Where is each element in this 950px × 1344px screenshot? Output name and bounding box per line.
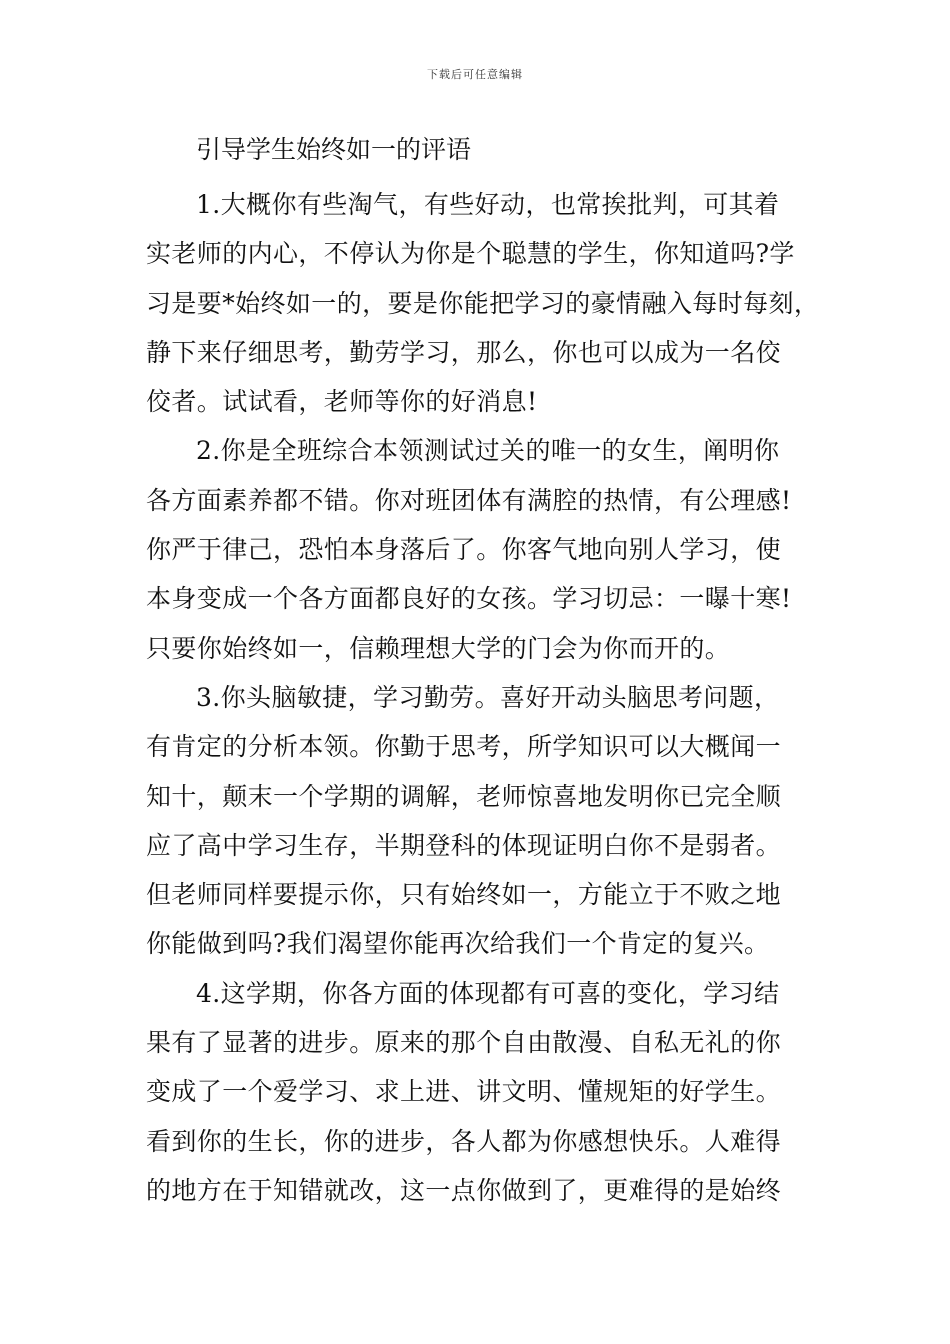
body-line: 变成了一个爱学习、求上进、讲文明、懂规矩的好学生。 [146,1077,782,1107]
body-line: 习是要*始终如一的，要是你能把学习的豪情融入每时每刻， [146,288,820,318]
body-line: 静下来仔细思考，勤劳学习，那么，你也可以成为一名佼 [146,337,782,367]
body-line: 你能做到吗?我们渴望你能再次给我们一个肯定的复兴。 [146,929,770,959]
body-line: 本身变成一个各方面都良好的女孩。学习切忌：一曝十寒! [146,584,792,614]
body-line: 4.这学期，你各方面的体现都有可喜的变化，学习结 [196,978,780,1008]
document-body [146,180,820,1215]
document-title: 引导学生始终如一的评语 [196,135,472,164]
body-line: 实老师的内心，不停认为你是个聪慧的学生，你知道吗?学 [146,239,795,269]
body-line: 但老师同样要提示你，只有始终如一，方能立于不败之地 [146,880,782,910]
body-line: 应了高中学习生存，半期登科的体现证明白你不是弱者。 [146,830,782,860]
body-line: 只要你始终如一，信赖理想大学的门会为你而开的。 [146,633,731,663]
body-line: 2.你是全班综合本领测试过关的唯一的女生，阐明你 [196,436,780,466]
body-line: 果有了显著的进步。原来的那个自由散漫、自私无礼的你 [146,1028,782,1058]
body-line: 有肯定的分析本领。你勤于思考，所学知识可以大概闻一 [146,732,782,762]
body-line: 佼者。试试看，老师等你的好消息! [146,387,538,417]
header-note: 下载后可任意编辑 [427,68,523,81]
body-line: 的地方在于知错就改，这一点你做到了，更难得的是始终 [146,1175,782,1205]
body-line: 1.大概你有些淘气，有些好动，也常挨批判，可其着 [196,190,780,219]
body-line: 3.你头脑敏捷，学习勤劳。喜好开动头脑思考问题， [196,682,780,712]
body-line: 看到你的生长，你的进步，各人都为你感想快乐。人难得 [146,1126,782,1156]
body-line: 知十，颠末一个学期的调解，老师惊喜地发明你已完全顺 [146,781,782,811]
body-line: 你严于律己，恐怕本身落后了。你客气地向别人学习，使 [146,535,782,565]
body-line: 各方面素养都不错。你对班团体有满腔的热情，有公理感! [146,485,792,515]
